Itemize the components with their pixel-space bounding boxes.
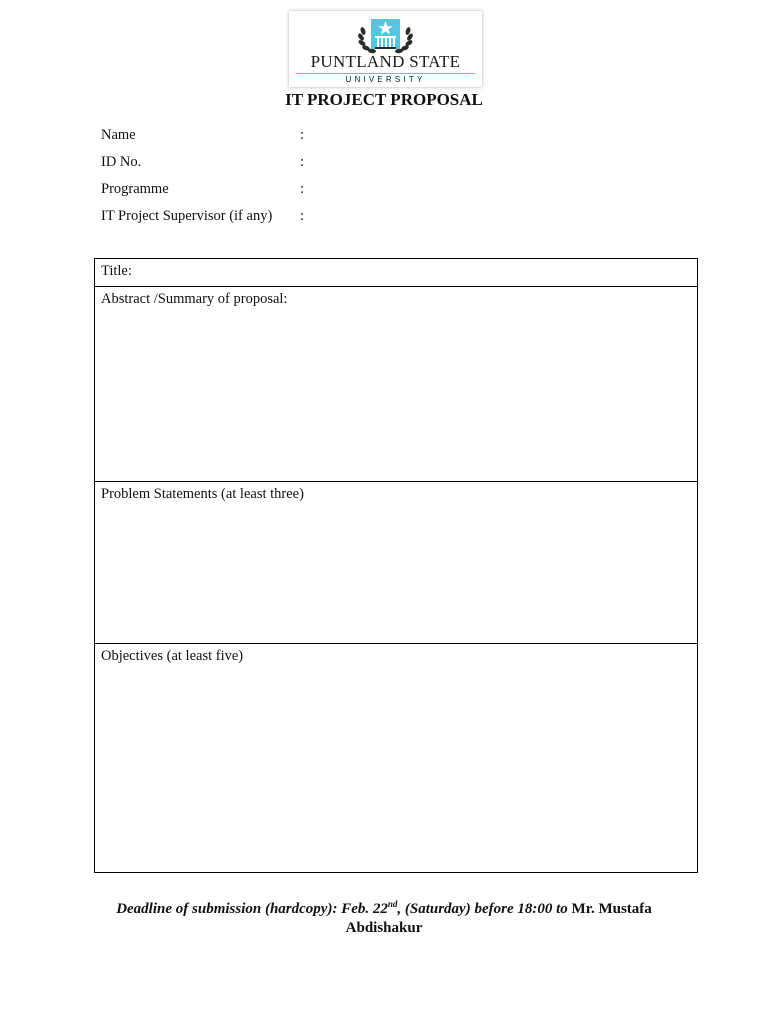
deadline-date-suffix: nd: [387, 899, 398, 909]
field-colon-programme: :: [300, 181, 305, 197]
section-title-label: Title:: [101, 263, 132, 279]
section-abstract-label: Abstract /Summary of proposal:: [101, 291, 288, 307]
field-label-id: ID No.: [101, 154, 142, 170]
field-label-name: Name: [101, 127, 136, 143]
section-problem-row[interactable]: [95, 481, 697, 644]
section-objectives-row[interactable]: [95, 643, 697, 873]
deadline-text-part2: , (Saturday) before 18:00 to: [397, 901, 568, 917]
section-objectives-label: Objectives (at least five): [101, 648, 244, 664]
logo-divider: [296, 73, 475, 74]
logo-university-name: PUNTLAND STATE: [310, 52, 461, 71]
field-label-programme: Programme: [101, 181, 169, 197]
field-label-supervisor: IT Project Supervisor (if any): [101, 208, 273, 224]
field-colon-supervisor: :: [300, 208, 305, 224]
page-title: IT PROJECT PROPOSAL: [285, 90, 483, 109]
university-logo: [289, 11, 482, 87]
field-colon-id: :: [300, 154, 305, 170]
section-problem-label: Problem Statements (at least three): [101, 486, 304, 502]
field-colon-name: :: [300, 127, 305, 143]
deadline-person-last: Abdishakur: [345, 920, 423, 936]
deadline-note: [0, 900, 768, 938]
proposal-form-table: [94, 258, 698, 873]
section-title-row[interactable]: [95, 259, 697, 286]
section-abstract-row[interactable]: [95, 286, 697, 482]
logo-university-subtitle: UNIVERSITY: [345, 75, 426, 84]
deadline-text-part1: Deadline of submission (hardcopy): Feb. 22: [116, 901, 388, 917]
deadline-person-first: Mr. Mustafa: [571, 901, 652, 917]
